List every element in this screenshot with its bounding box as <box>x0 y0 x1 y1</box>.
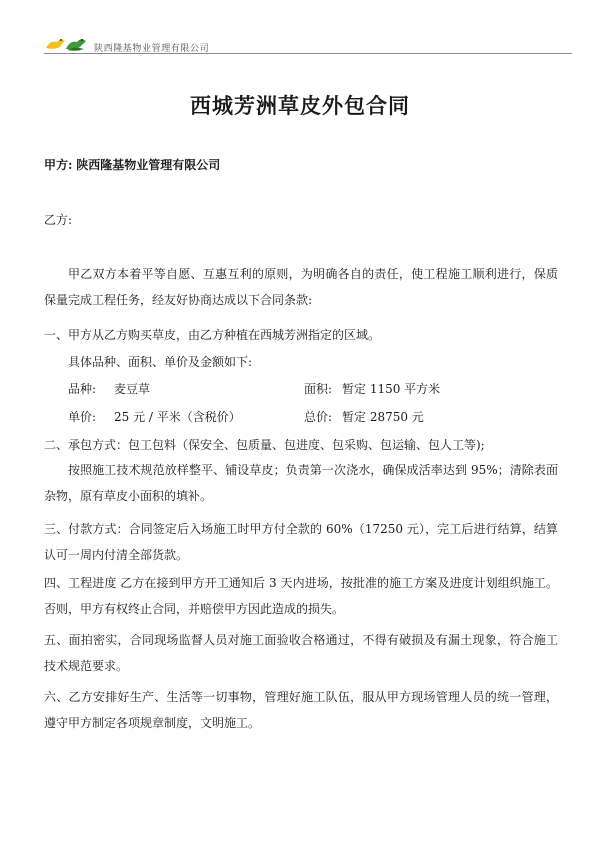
price-value: 25 元 / 平米（含税价） <box>114 410 241 424</box>
total-value: 暂定 28750 元 <box>342 410 424 424</box>
clause-2: 二、承包方式：包工包料（保安全、包质量、包进度、包采购、包运输、包人工等); <box>44 438 485 452</box>
clause-2-detail: 按照施工技术规范放样整平、铺设草皮；负责第一次浇水，确保成活率达到 95%；清除表面杂物，原有草皮小面积的填补。 <box>44 463 558 503</box>
company-logo-icon <box>44 34 90 54</box>
area-label: 面积: <box>304 382 333 396</box>
intro-paragraph: 甲乙双方本着平等自愿、互惠互利的原则，为明确各自的责任，使工程施工顺利进行，保质保量完成工程任务，经友好协商达成以下合同条款: <box>44 267 558 307</box>
document-title: 西城芳洲草皮外包合同 <box>190 93 410 118</box>
party-a-name: 陕西隆基物业管理有限公司 <box>76 158 221 172</box>
clause-4: 四、工程进度 乙方在接到甲方开工通知后 3 天内进场，按批准的施工方案及进度计划组织施工。否则，甲方有权终止合同，并赔偿甲方因此造成的损失。 <box>44 576 558 616</box>
party-a-label: 甲方: <box>44 158 73 172</box>
party-b-label: 乙方: <box>44 213 73 227</box>
clause-5: 五、面拍密实，合同现场监督人员对施工面验收合格通过，不得有破损及有漏土现象，符合施工技术规范要求。 <box>44 633 558 673</box>
total-label: 总价: <box>304 410 333 424</box>
clause-1: 一、甲方从乙方购买草皮，由乙方种植在西城芳洲指定的区域。 <box>44 328 381 342</box>
price-label: 单价: <box>68 410 97 424</box>
clause-6: 六、乙方安排好生产、生活等一切事物，管理好施工队伍，服从甲方现场管理人员的统一管理，遵守甲方制定各项规章制度，文明施工。 <box>44 690 558 730</box>
variety-value: 麦豆草 <box>114 382 151 396</box>
header-divider <box>44 53 572 54</box>
clause-3: 三、付款方式：合同签定后入场施工时甲方付全款的 60%（17250 元），完工后进行结算，结算认可一周内付清全部货款。 <box>44 522 558 562</box>
header-company-name: 陕西隆基物业管理有限公司 <box>94 44 210 54</box>
clause-1-sub: 具体品种、面积、单价及金额如下: <box>68 355 253 369</box>
page-header <box>44 34 572 54</box>
variety-label: 品种: <box>68 382 97 396</box>
party-b <box>44 211 72 228</box>
area-value: 暂定 1150 平方米 <box>342 382 441 396</box>
party-a <box>44 156 220 173</box>
